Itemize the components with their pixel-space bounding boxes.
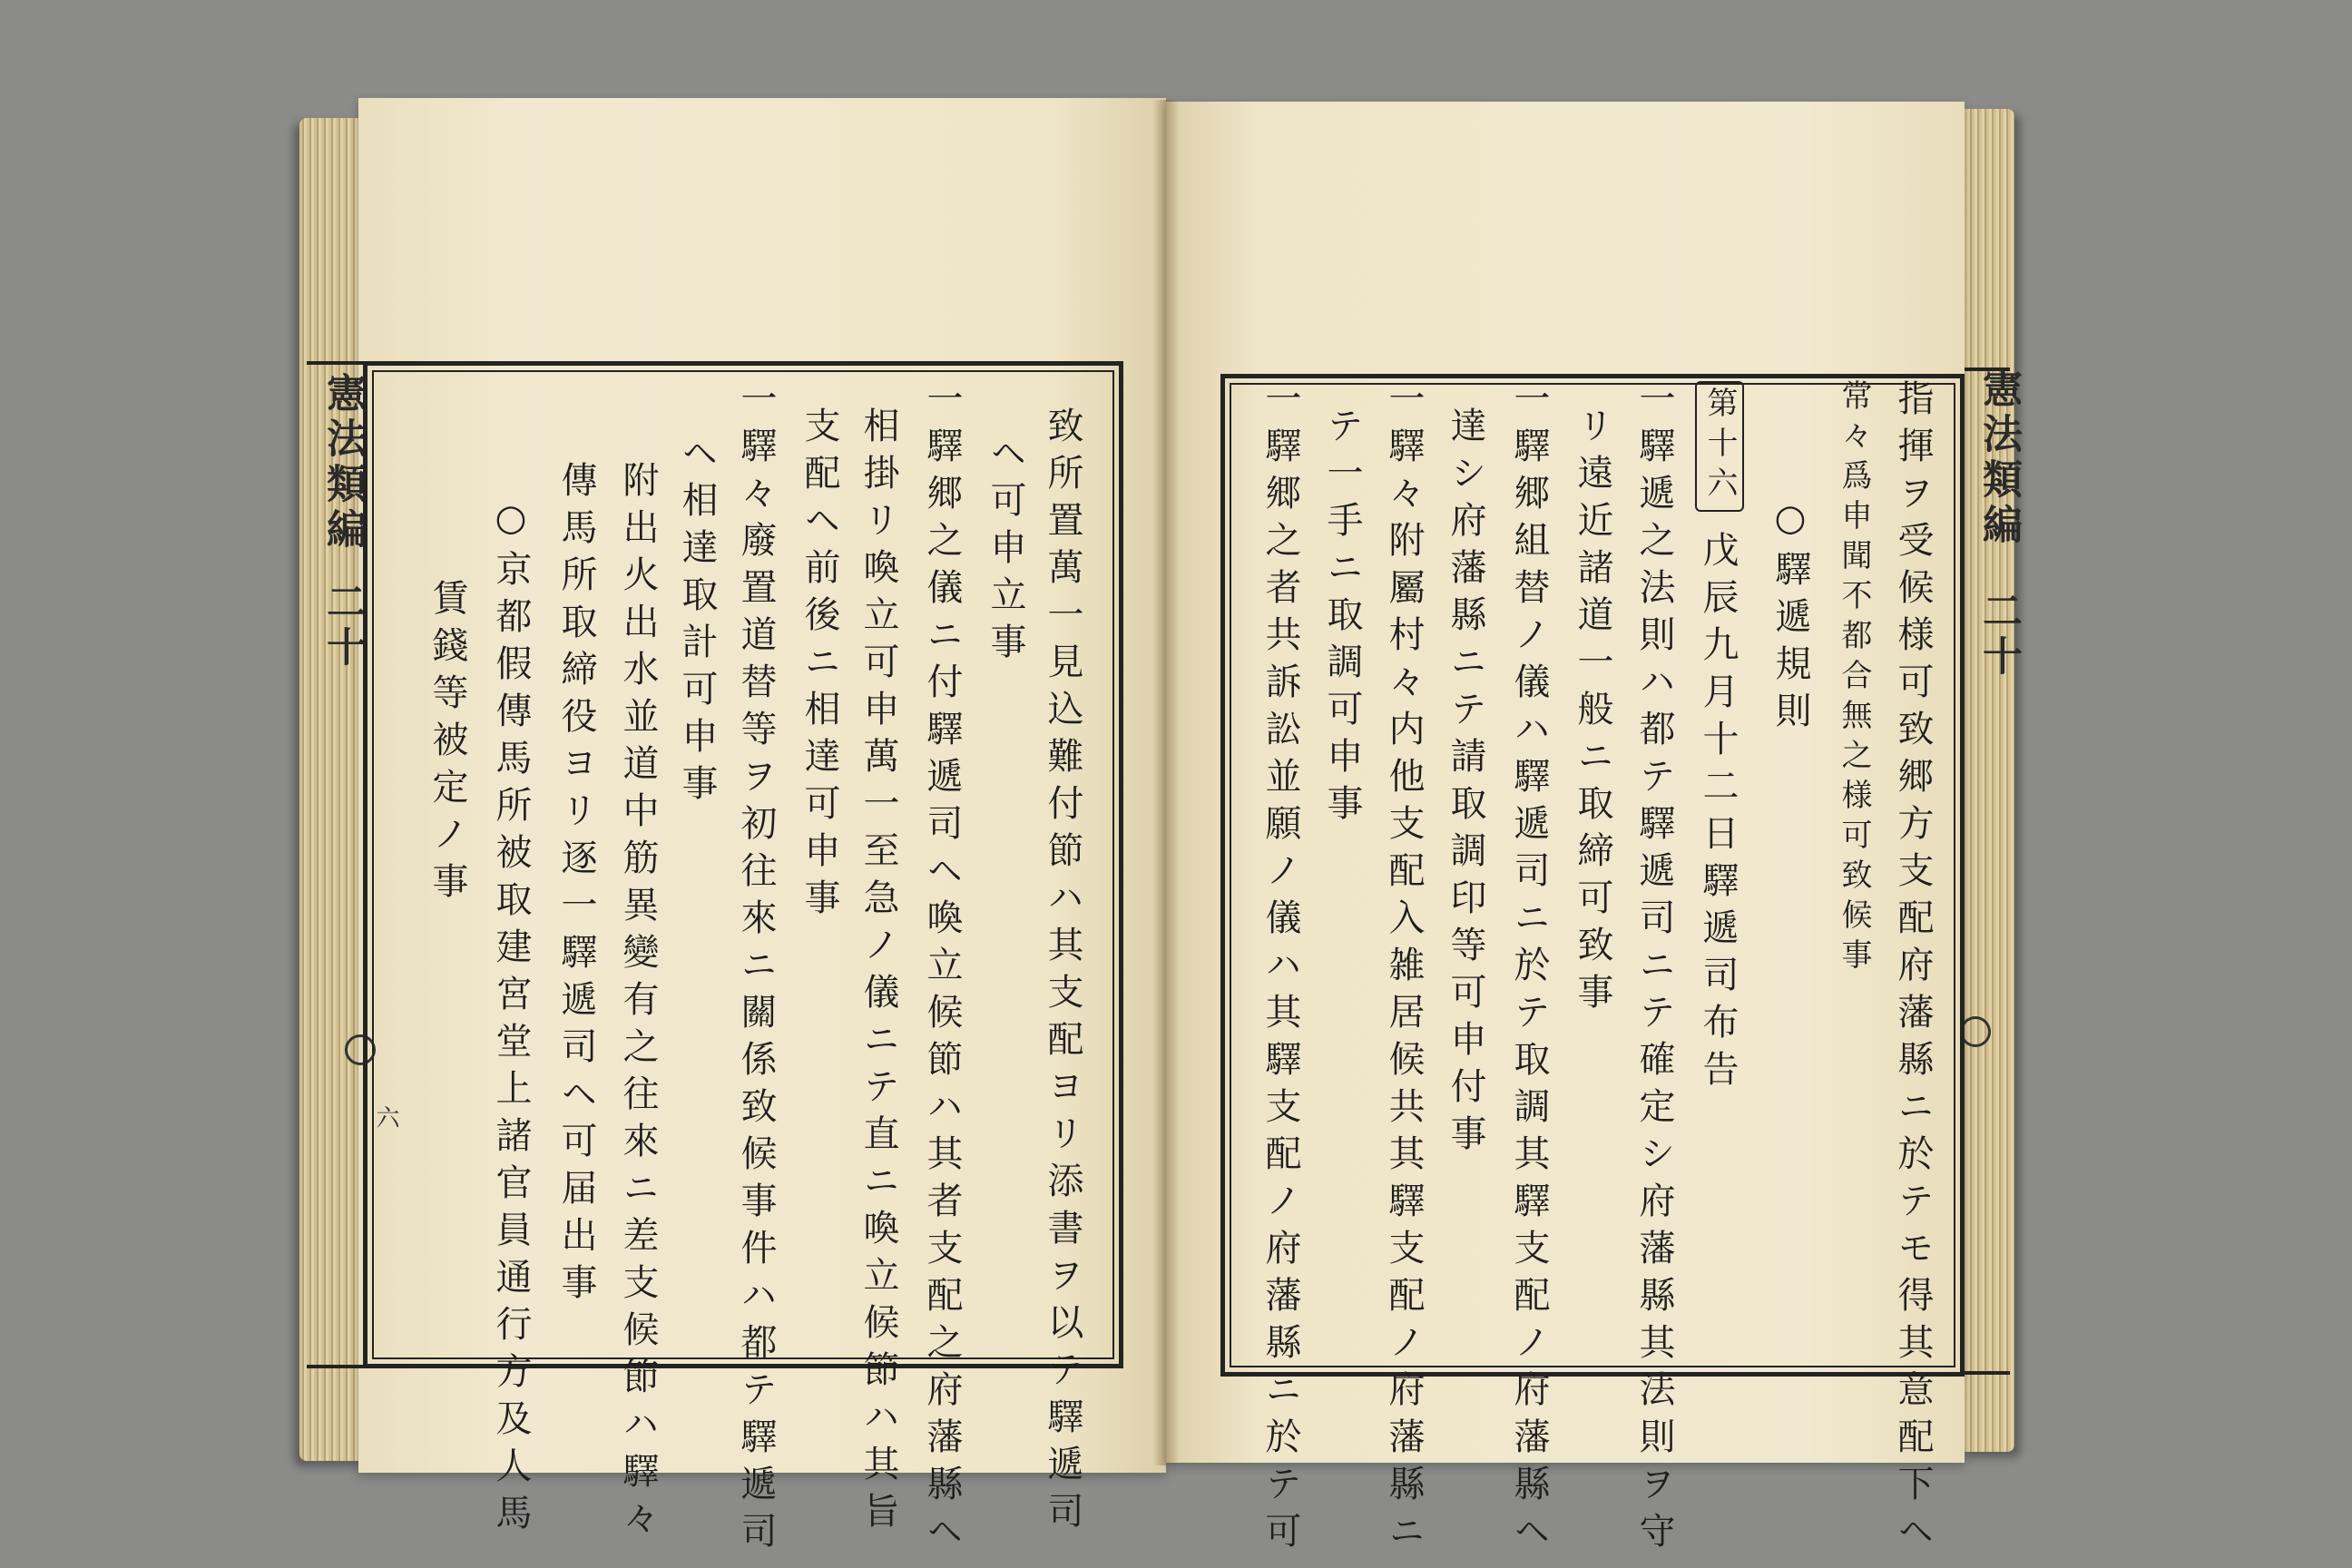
right-text-column: リ遠近諸道一般ニ取締可致事 [1572,407,1613,1020]
right-text-column: 達シ府藩縣ニテ請取調印等可申付事 [1445,407,1486,1161]
right-text-column: 指揮ヲ受候様可致郷方支配府藩縣ニ於テモ得其意配下ヘ [1892,379,1934,1559]
left-text-column: 賃錢等被定ノ事 [426,579,468,909]
right-text-column: 常々爲申聞不都合無之様可致候事 [1836,379,1872,978]
book-gutter [1152,100,1180,1465]
left-text-column: 支配ヘ前後ニ相達可申事 [799,407,840,926]
left-text-column: 相掛リ喚立可申萬一至急ノ儀ニテ直ニ喚立候節ハ其旨 [858,407,899,1539]
right-text-column: 一驛々附屬村々内他支配入雑居候共其驛支配ノ府藩縣ニ [1383,379,1425,1559]
right-fishtail-mark [1960,1016,1991,1047]
left-text-column: 一驛々廢置道替等ヲ初往來ニ關係致候事件ハ都テ驛遞司 [735,379,777,1559]
right-text-column: 戊辰九月十二日驛遞司布告 [1697,531,1739,1097]
section-number-label: 第十六 [1695,381,1744,512]
left-text-column: 傳馬所取締役ヨリ逐一驛遞司ヘ可届出事 [555,461,597,1310]
right-spine-volume: 二十 [1975,590,2022,681]
left-spine-volume: 二十 [319,581,366,671]
left-text-column: ヘ相達取計可申事 [676,434,718,811]
left-text-column: 致所置萬一見込難付節ハ其支配ヨリ添書ヲ以テ驛遞司 [1042,407,1083,1539]
left-text-column: 一驛郷之儀ニ付驛遞司ヘ喚立候節ハ其者支配之府藩縣ヘ [921,379,963,1559]
right-text-column: 一驛郷之者共訴訟並願ノ儀ハ其驛支配ノ府藩縣ニ於テ可 [1259,379,1301,1559]
right-spine-title: 憲法類編 [1975,368,2022,549]
left-text-column: ヘ可申立事 [985,434,1026,670]
left-text-column: ○京都假傳馬所被取建宮堂上諸官員通行方及人馬 [490,497,532,1541]
left-text-column: 附出火出水並道中筋異變有之往來ニ差支候節ハ驛々 [617,461,659,1546]
right-section-heading: ○驛遞規則 [1769,497,1811,739]
right-text-column: テ一手ニ取調可申事 [1321,407,1363,831]
left-folio: 六 [372,1105,399,1132]
left-spine-title: 憲法類編 [319,372,366,554]
right-text-column: 一驛遞之法則ハ都テ驛遞司ニテ確定シ府藩縣其法則ヲ守 [1633,379,1675,1559]
right-text-column: 一驛郷組替ノ儀ハ驛遞司ニ於テ取調其驛支配ノ府藩縣ヘ [1508,379,1550,1559]
